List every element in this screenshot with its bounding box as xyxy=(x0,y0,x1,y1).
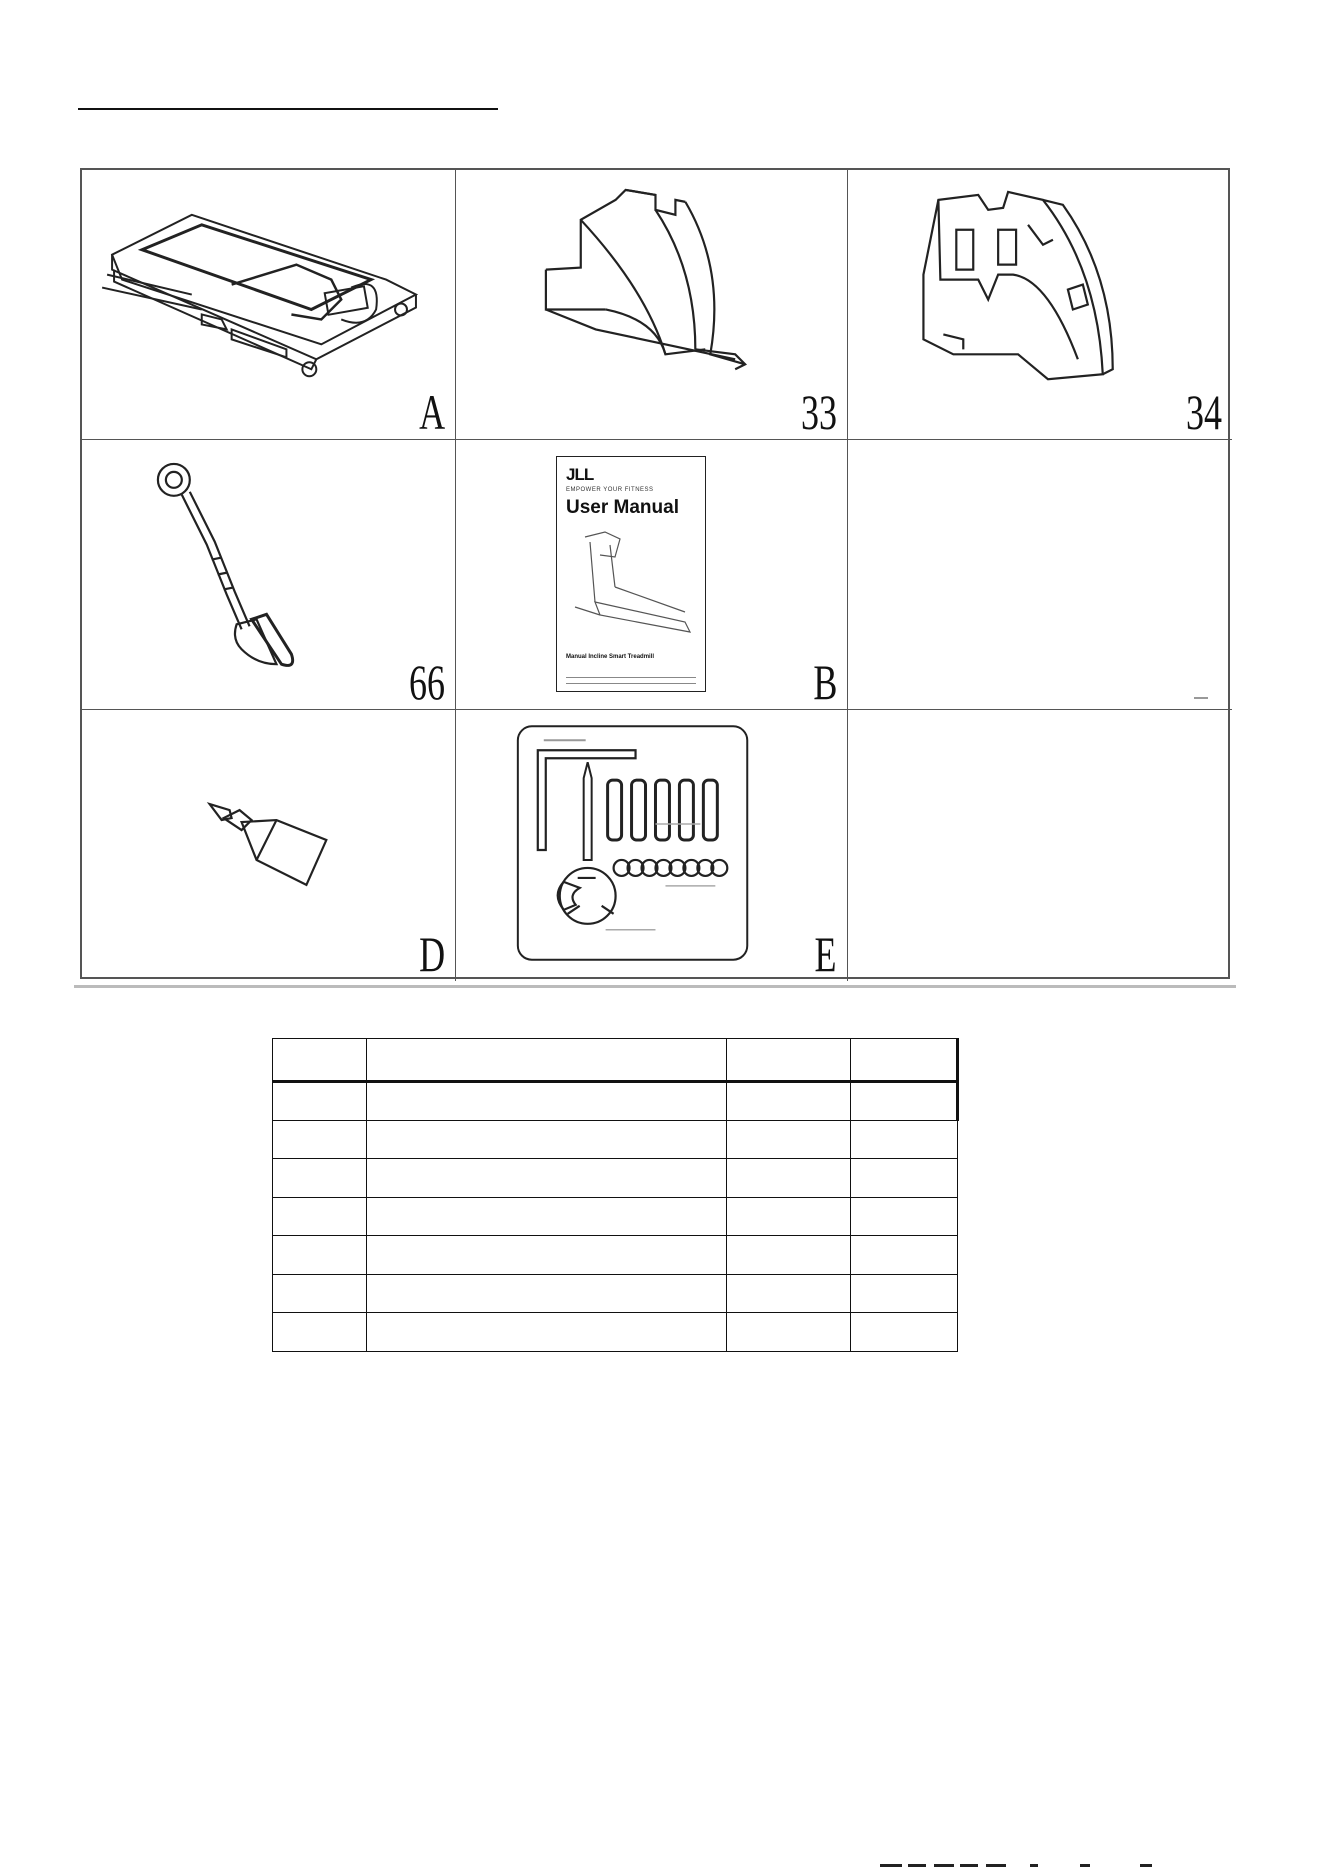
table-cell xyxy=(367,1197,727,1236)
table-cell xyxy=(367,1236,727,1275)
table-cell xyxy=(727,1159,851,1198)
part-cell-empty-2 xyxy=(848,710,1232,981)
part-label-a: A xyxy=(419,384,445,440)
part-label-34: 34 xyxy=(1186,384,1222,440)
table-cell xyxy=(367,1159,727,1198)
table-cell xyxy=(273,1197,367,1236)
table-cell xyxy=(273,1236,367,1275)
title-underline xyxy=(78,108,498,110)
part-cell-34 xyxy=(848,170,1232,440)
table-cell xyxy=(851,1197,958,1236)
hardware-pack-icon xyxy=(456,710,847,981)
part-cell-b xyxy=(456,440,848,710)
part-cell-66 xyxy=(82,440,456,710)
left-motor-cover-icon xyxy=(456,170,847,439)
table-cell xyxy=(273,1120,367,1159)
part-label-b: B xyxy=(812,654,837,710)
part-cell-a xyxy=(82,170,456,440)
table-cell xyxy=(367,1082,727,1121)
part-label-e: E xyxy=(815,926,837,981)
page-mark xyxy=(1194,697,1208,699)
table-cell xyxy=(851,1313,958,1352)
table-row xyxy=(273,1120,958,1159)
lubricant-bottle-icon xyxy=(82,710,455,981)
table-cell xyxy=(273,1082,367,1121)
table-cell xyxy=(727,1197,851,1236)
part-label-66: 66 xyxy=(409,654,445,710)
table-row xyxy=(273,1236,958,1275)
table-cell xyxy=(851,1159,958,1198)
table-cell xyxy=(367,1120,727,1159)
manual-fine-print xyxy=(566,677,696,684)
manual-subtitle: Manual Incline Smart Treadmill xyxy=(566,654,655,660)
table-cell xyxy=(367,1313,727,1352)
table-row xyxy=(273,1313,958,1352)
table-cell xyxy=(727,1313,851,1352)
table-cell xyxy=(273,1274,367,1313)
part-cell-empty-1 xyxy=(848,440,1232,710)
table-cell xyxy=(851,1236,958,1275)
part-cell-e xyxy=(456,710,848,981)
table-cell xyxy=(851,1082,958,1121)
treadmill-icon xyxy=(82,170,455,439)
right-motor-cover-icon xyxy=(848,170,1232,439)
table-row xyxy=(273,1159,958,1198)
manual-tagline: EMPOWER YOUR FITNESS xyxy=(566,487,654,493)
table-row xyxy=(273,1082,958,1121)
grid-bottom-rule xyxy=(74,985,1236,988)
table-header-cell xyxy=(273,1039,367,1082)
table-row xyxy=(273,1274,958,1313)
part-label-33: 33 xyxy=(801,384,837,440)
table-cell xyxy=(851,1274,958,1313)
manual-title: User Manual xyxy=(566,497,679,518)
manual-brand: JLL xyxy=(566,465,594,484)
part-cell-33 xyxy=(456,170,848,440)
parts-grid xyxy=(80,168,1230,979)
safety-key-icon xyxy=(82,440,455,709)
user-manual-icon xyxy=(556,456,706,692)
table-cell xyxy=(727,1274,851,1313)
table-cell xyxy=(727,1082,851,1121)
part-label-d: D xyxy=(419,926,445,981)
table-header-cell xyxy=(367,1039,727,1082)
table-cell xyxy=(727,1236,851,1275)
table-cell xyxy=(727,1120,851,1159)
parts-quantity-table xyxy=(272,1038,959,1352)
part-cell-d xyxy=(82,710,456,981)
footer-marks xyxy=(880,1864,1170,1868)
table-cell xyxy=(273,1159,367,1198)
table-header-row xyxy=(273,1039,958,1082)
table-header-cell xyxy=(851,1039,958,1082)
table-header-cell xyxy=(727,1039,851,1082)
table-cell xyxy=(851,1120,958,1159)
table-row xyxy=(273,1197,958,1236)
table-cell xyxy=(367,1274,727,1313)
manual-treadmill-illustration xyxy=(565,527,699,642)
table-cell xyxy=(273,1313,367,1352)
